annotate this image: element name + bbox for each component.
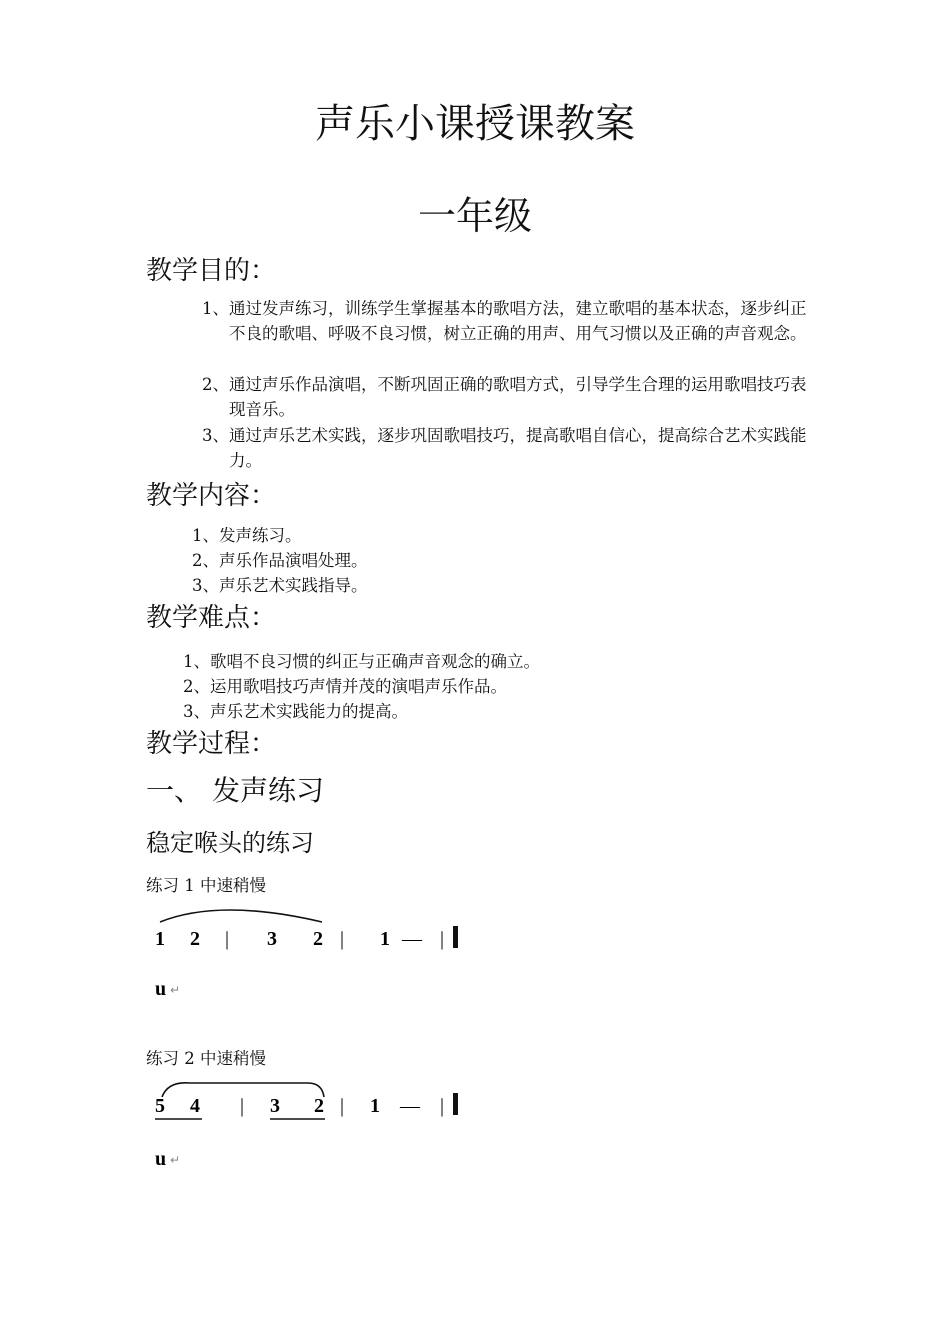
exercise-2-label: 练习 2 中速稍慢 [146,1049,266,1068]
content-item-3: 3、声乐艺术实践指导。 [192,576,368,595]
section-1-number: 一、 [146,774,203,807]
note: 1 [155,928,165,950]
barline: | [440,1095,445,1117]
dash: — [402,928,422,950]
slur [160,910,322,922]
subsection-heading: 稳定喉头的练习 [146,829,314,857]
dash: — [400,1095,420,1117]
lyric-syllable: u [155,978,167,1000]
note: 5 [155,1095,165,1117]
grade-heading: 一年级 [417,194,532,238]
objectives-heading: 教学目的： [146,256,277,286]
objective-text: 通过发声练习，训练学生掌握基本的歌唱方法，建立歌唱的基本状态，逐步纠正不良的歌唱、呼吸不良习惯，树立正确的用声、用气习惯以及正确的声音观念。 [229,299,807,343]
process-heading: 教学过程： [146,729,277,759]
objective-item-1 [202,296,812,346]
objective-item-2 [202,372,812,422]
difficulty-item-1: 1、歌唱不良习惯的纠正与正确声音观念的确立。 [183,652,540,671]
barline: | [225,928,230,950]
objective-text: 通过声乐艺术实践，逐步巩固歌唱技巧，提高歌唱自信心，提高综合艺术实践能力。 [229,426,807,470]
exercise-1-label: 练习 1 中速稍慢 [146,876,266,895]
exercise-1-notation [150,900,470,1000]
note: 1 [380,928,390,950]
note: 3 [270,1095,280,1117]
content-heading: 教学内容： [146,481,277,511]
barline: | [440,928,445,950]
paragraph-mark-icon: ↵ [170,1153,181,1167]
lyric-syllable: u [155,1148,167,1170]
objective-item-3 [202,423,812,473]
barline: | [240,1095,245,1117]
difficulty-item-3: 3、声乐艺术实践能力的提高。 [183,702,408,721]
objective-text: 通过声乐作品演唱，不断巩固正确的歌唱方式，引导学生合理的运用歌唱技巧表现音乐。 [229,375,807,419]
difficulties-heading: 教学难点： [146,603,277,633]
final-barline [453,1093,458,1115]
note: 2 [190,928,200,950]
objective-number: 2、 [202,375,229,394]
note: 2 [314,1095,324,1117]
objective-number: 1、 [202,299,229,318]
objective-number: 3、 [202,426,229,445]
final-barline [453,926,458,948]
note: 3 [267,928,277,950]
note: 2 [313,928,323,950]
note: 1 [370,1095,380,1117]
barline: | [340,928,345,950]
paragraph-mark-icon: ↵ [170,983,181,997]
exercise-2-notation [150,1075,470,1175]
barline: | [340,1095,345,1117]
section-1-title: 发声练习 [212,774,325,807]
content-item-1: 1、发声练习。 [192,526,302,545]
difficulty-item-2: 2、运用歌唱技巧声情并茂的演唱声乐作品。 [183,677,507,696]
content-item-2: 2、声乐作品演唱处理。 [192,551,368,570]
note: 4 [190,1095,200,1117]
document-title: 声乐小课授课教案 [315,101,635,147]
